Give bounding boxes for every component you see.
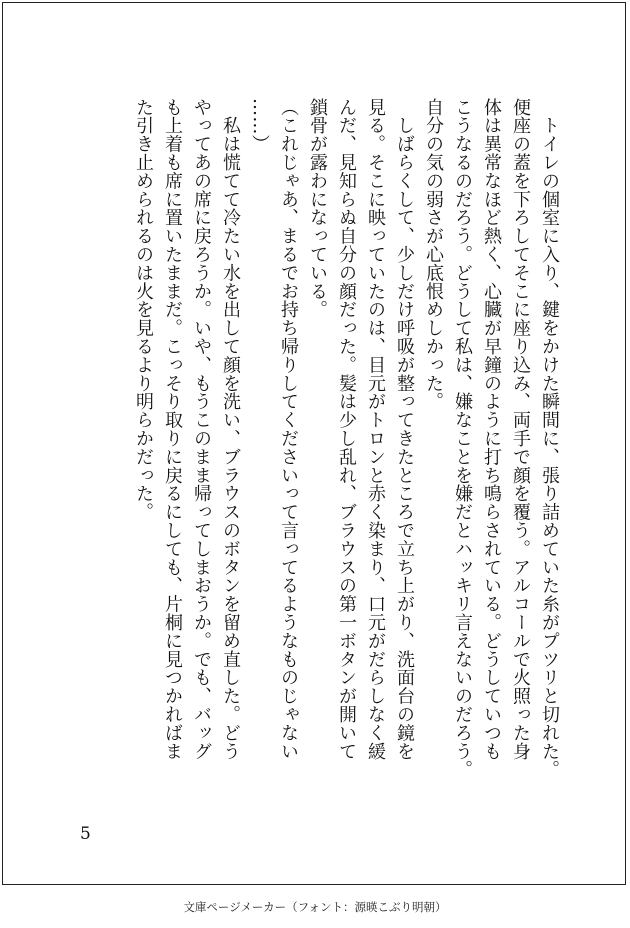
text-line: も上着も席に置いたままだ。こっそり取りに戻るにしても、片桐に見つかればま <box>162 98 183 761</box>
text-line: しばらくして、少しだけ呼吸が整ってきたところで立ち上がり、洗面台の鏡を <box>394 98 415 761</box>
text-line: 便座の蓋を下ろしてそこに座り込み、両手で顔を覆う。アルコールで火照った身 <box>510 98 531 761</box>
text-line: ……） <box>249 98 270 154</box>
text-line: （これじゃあ、まるでお持ち帰りしてくださいって言ってるようなものじゃない <box>278 98 299 761</box>
text-line: た引き止められるのは火を見るより明らかだった。 <box>133 98 154 522</box>
text-line: 鎖骨が露わになっている。 <box>307 98 328 319</box>
text-line: んだ、見知らぬ自分の顔だった。髪は少し乱れ、ブラウスの第一ボタンが開いて <box>336 98 357 761</box>
text-line: 体は異常なほど熱く、心臓が早鐘のように打ち鳴らされている。どうしていつも <box>481 98 502 761</box>
text-line: やってあの席に戻ろうか。いや、もうこのまま帰ってしまおうか。でも、バッグ <box>191 98 212 761</box>
text-line: 見る。そこに映っていたのは、目元がトロンと赤く染まり、口元がだらしなく緩 <box>365 98 386 761</box>
text-line: トイレの個室に入り、鍵をかけた瞬間に、張り詰めていた糸がプツリと切れた。 <box>539 98 560 779</box>
text-line: 私は慌てて冷たい水を出して顔を洗い、ブラウスのボタンを留め直した。どう <box>220 98 241 761</box>
page-number: 5 <box>80 824 91 844</box>
text-line: 自分の気の弱さが心底恨めしかった。 <box>423 98 444 411</box>
body-text <box>129 98 564 820</box>
footer-caption: 文庫ページメーカー（フォント：源暎こぶり明朝） <box>183 900 447 914</box>
text-line: こうなるのだろう。どうして私は、嫌なことを嫌だとハッキリ言えないのだろう。 <box>452 98 473 779</box>
